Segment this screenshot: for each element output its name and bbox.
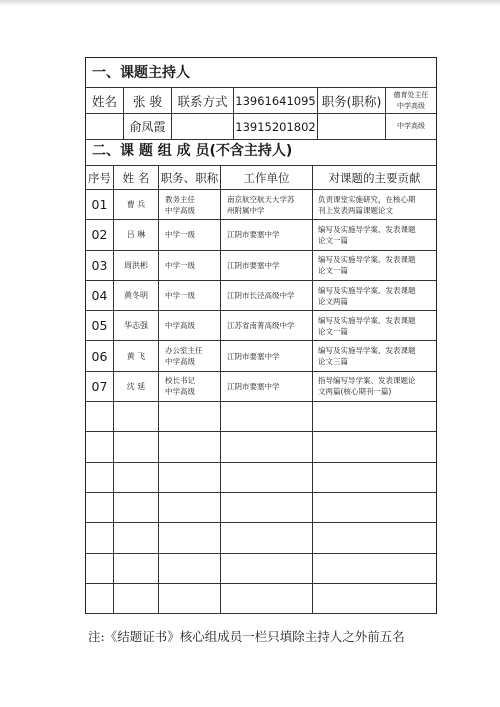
empty-cell	[159, 493, 221, 522]
cell-line: 编写及实施导学案、发表课题	[318, 346, 416, 356]
cell-line: 中学高级	[165, 387, 195, 397]
host-phone: 13961641095	[234, 88, 318, 113]
member-title	[159, 251, 221, 280]
cell-line: 江阴市要塞中学	[227, 230, 280, 240]
member-contribution	[313, 341, 436, 370]
host-row-2	[86, 114, 436, 140]
cell-line: 办公室主任	[165, 346, 203, 356]
header-name: 姓 名	[114, 166, 159, 189]
host-position: 中学高级	[397, 122, 425, 130]
empty-cell	[159, 463, 221, 492]
empty-cell	[313, 402, 436, 431]
empty-cell	[114, 402, 159, 431]
member-name: 黄 飞	[114, 341, 159, 370]
position-line: 德育处主任	[393, 90, 429, 99]
cell-line: 刊上发表两篇课题论文	[318, 205, 393, 215]
empty-cell	[313, 432, 436, 461]
empty-cell	[86, 493, 114, 522]
empty-cell	[159, 584, 221, 613]
member-name: 华志强	[114, 311, 159, 340]
empty-cell	[313, 584, 436, 613]
member-unit	[221, 281, 313, 310]
empty-cell	[86, 402, 114, 431]
cell-line: 江阴市要塞中学	[227, 260, 280, 270]
cell-line: 中学高级	[165, 321, 195, 331]
cell-line: 中学一级	[165, 230, 195, 240]
report-form-table	[85, 57, 437, 614]
name-label-empty	[86, 114, 124, 139]
member-row	[86, 190, 436, 220]
footnote: 注:《结题证书》核心组成员一栏只填除主持人之外前五名	[88, 629, 405, 644]
member-contribution	[313, 372, 436, 401]
header-unit: 工作单位	[221, 166, 313, 189]
empty-cell	[221, 402, 313, 431]
member-unit	[221, 251, 313, 280]
cell-line: 论文一篇	[318, 235, 348, 245]
cell-line: 编写及实施导学案、发表课题	[318, 285, 416, 295]
cell-line: 论文一篇	[318, 326, 348, 336]
member-row	[86, 372, 436, 402]
member-contribution	[313, 190, 436, 219]
member-unit	[221, 311, 313, 340]
header-contribution: 对课题的主要贡献	[328, 170, 421, 185]
cell-line: 论文一篇	[318, 266, 348, 276]
member-title	[159, 341, 221, 370]
empty-cell	[86, 463, 114, 492]
cell-line: 中学高级	[165, 205, 195, 215]
member-contribution	[313, 220, 436, 249]
member-unit	[221, 372, 313, 401]
member-unit	[221, 190, 313, 219]
member-seq: 01	[86, 190, 114, 219]
member-contribution	[313, 281, 436, 310]
empty-cell	[313, 523, 436, 552]
member-seq: 02	[86, 220, 114, 249]
member-row	[86, 251, 436, 281]
members-body	[86, 190, 436, 614]
member-unit	[221, 341, 313, 370]
host-phone: 13915201802	[234, 114, 318, 139]
empty-cell	[313, 554, 436, 583]
empty-cell	[159, 402, 221, 431]
cell-line: 编写及实施导学案、发表课题	[318, 255, 416, 265]
empty-cell	[221, 432, 313, 461]
section-host-title: 一、课题主持人	[86, 58, 436, 88]
header-title: 职务、职称	[159, 166, 221, 189]
cell-line: 州附属中学	[227, 205, 265, 215]
member-seq: 03	[86, 251, 114, 280]
member-seq: 04	[86, 281, 114, 310]
empty-cell	[86, 523, 114, 552]
empty-cell	[114, 432, 159, 461]
member-contribution	[313, 311, 436, 340]
empty-cell	[221, 463, 313, 492]
position-line: 中学高级	[397, 101, 425, 110]
empty-cell	[159, 523, 221, 552]
scan-edge-shadow	[0, 0, 500, 6]
member-contribution	[313, 251, 436, 280]
contact-label: 联系方式	[172, 88, 234, 113]
cell-line: 编写及实施导学案、发表课题	[318, 315, 416, 325]
member-row	[86, 311, 436, 341]
member-row	[86, 220, 436, 250]
member-seq: 05	[86, 311, 114, 340]
cell-line: 江阴市长泾高级中学	[227, 291, 295, 301]
member-title	[159, 311, 221, 340]
host-name: 俞凤霞	[124, 114, 172, 139]
empty-cell	[114, 523, 159, 552]
member-title	[159, 190, 221, 219]
member-name: 沈 延	[114, 372, 159, 401]
position-label-empty	[318, 114, 386, 139]
empty-cell	[313, 463, 436, 492]
cell-line: 论文三篇	[318, 357, 348, 367]
empty-member-row	[86, 493, 436, 523]
empty-member-row	[86, 523, 436, 553]
empty-member-row	[86, 463, 436, 493]
member-title	[159, 281, 221, 310]
cell-line: 江苏省南菁高级中学	[227, 321, 295, 331]
member-title	[159, 372, 221, 401]
empty-cell	[313, 493, 436, 522]
empty-cell	[221, 584, 313, 613]
empty-cell	[221, 493, 313, 522]
name-label: 姓名	[86, 88, 124, 113]
member-name: 黄冬明	[114, 281, 159, 310]
member-seq: 07	[86, 372, 114, 401]
cell-line: 教务主任	[165, 194, 195, 204]
cell-line: 文两篇(核心期刊一篇)	[318, 387, 392, 397]
empty-member-row	[86, 584, 436, 614]
member-title	[159, 220, 221, 249]
cell-line: 中学高级	[165, 357, 195, 367]
empty-cell	[86, 432, 114, 461]
cell-line: 编写及实施导学案、发表课题	[318, 224, 416, 234]
empty-cell	[221, 554, 313, 583]
position-label: 职务(职称)	[318, 88, 386, 113]
members-header-row	[86, 166, 436, 190]
empty-cell	[114, 463, 159, 492]
cell-line: 江阴市要塞中学	[227, 351, 280, 361]
empty-member-row	[86, 432, 436, 462]
member-row	[86, 341, 436, 371]
cell-line: 中学一级	[165, 291, 195, 301]
empty-cell	[86, 554, 114, 583]
cell-line: 负责课堂实施研究，在核心期	[318, 194, 416, 204]
host-position	[386, 88, 436, 113]
empty-cell	[86, 584, 114, 613]
cell-line: 江阴市要塞中学	[227, 381, 280, 391]
section-members-title: 二、课 题 组 成 员(不含主持人)	[86, 140, 436, 166]
header-seq: 序号	[86, 166, 114, 189]
member-seq: 06	[86, 341, 114, 370]
empty-cell	[114, 584, 159, 613]
member-row	[86, 281, 436, 311]
member-name: 周洪彬	[114, 251, 159, 280]
empty-cell	[159, 432, 221, 461]
cell-line: 校长书记	[165, 376, 195, 386]
empty-cell	[114, 493, 159, 522]
cell-line: 指导编写导学案、发表课题论	[318, 376, 416, 386]
cell-line: 论文两篇	[318, 296, 348, 306]
empty-cell	[159, 554, 221, 583]
member-name: 吕 琳	[114, 220, 159, 249]
member-unit	[221, 220, 313, 249]
empty-member-row	[86, 402, 436, 432]
empty-cell	[221, 523, 313, 552]
contact-label-empty	[172, 114, 234, 139]
cell-line: 南京航空航天大学苏	[227, 194, 295, 204]
empty-member-row	[86, 554, 436, 584]
cell-line: 中学一级	[165, 260, 195, 270]
empty-cell	[114, 554, 159, 583]
member-name: 曹 兵	[114, 190, 159, 219]
host-name: 张 骏	[124, 88, 172, 113]
host-row-1	[86, 88, 436, 114]
